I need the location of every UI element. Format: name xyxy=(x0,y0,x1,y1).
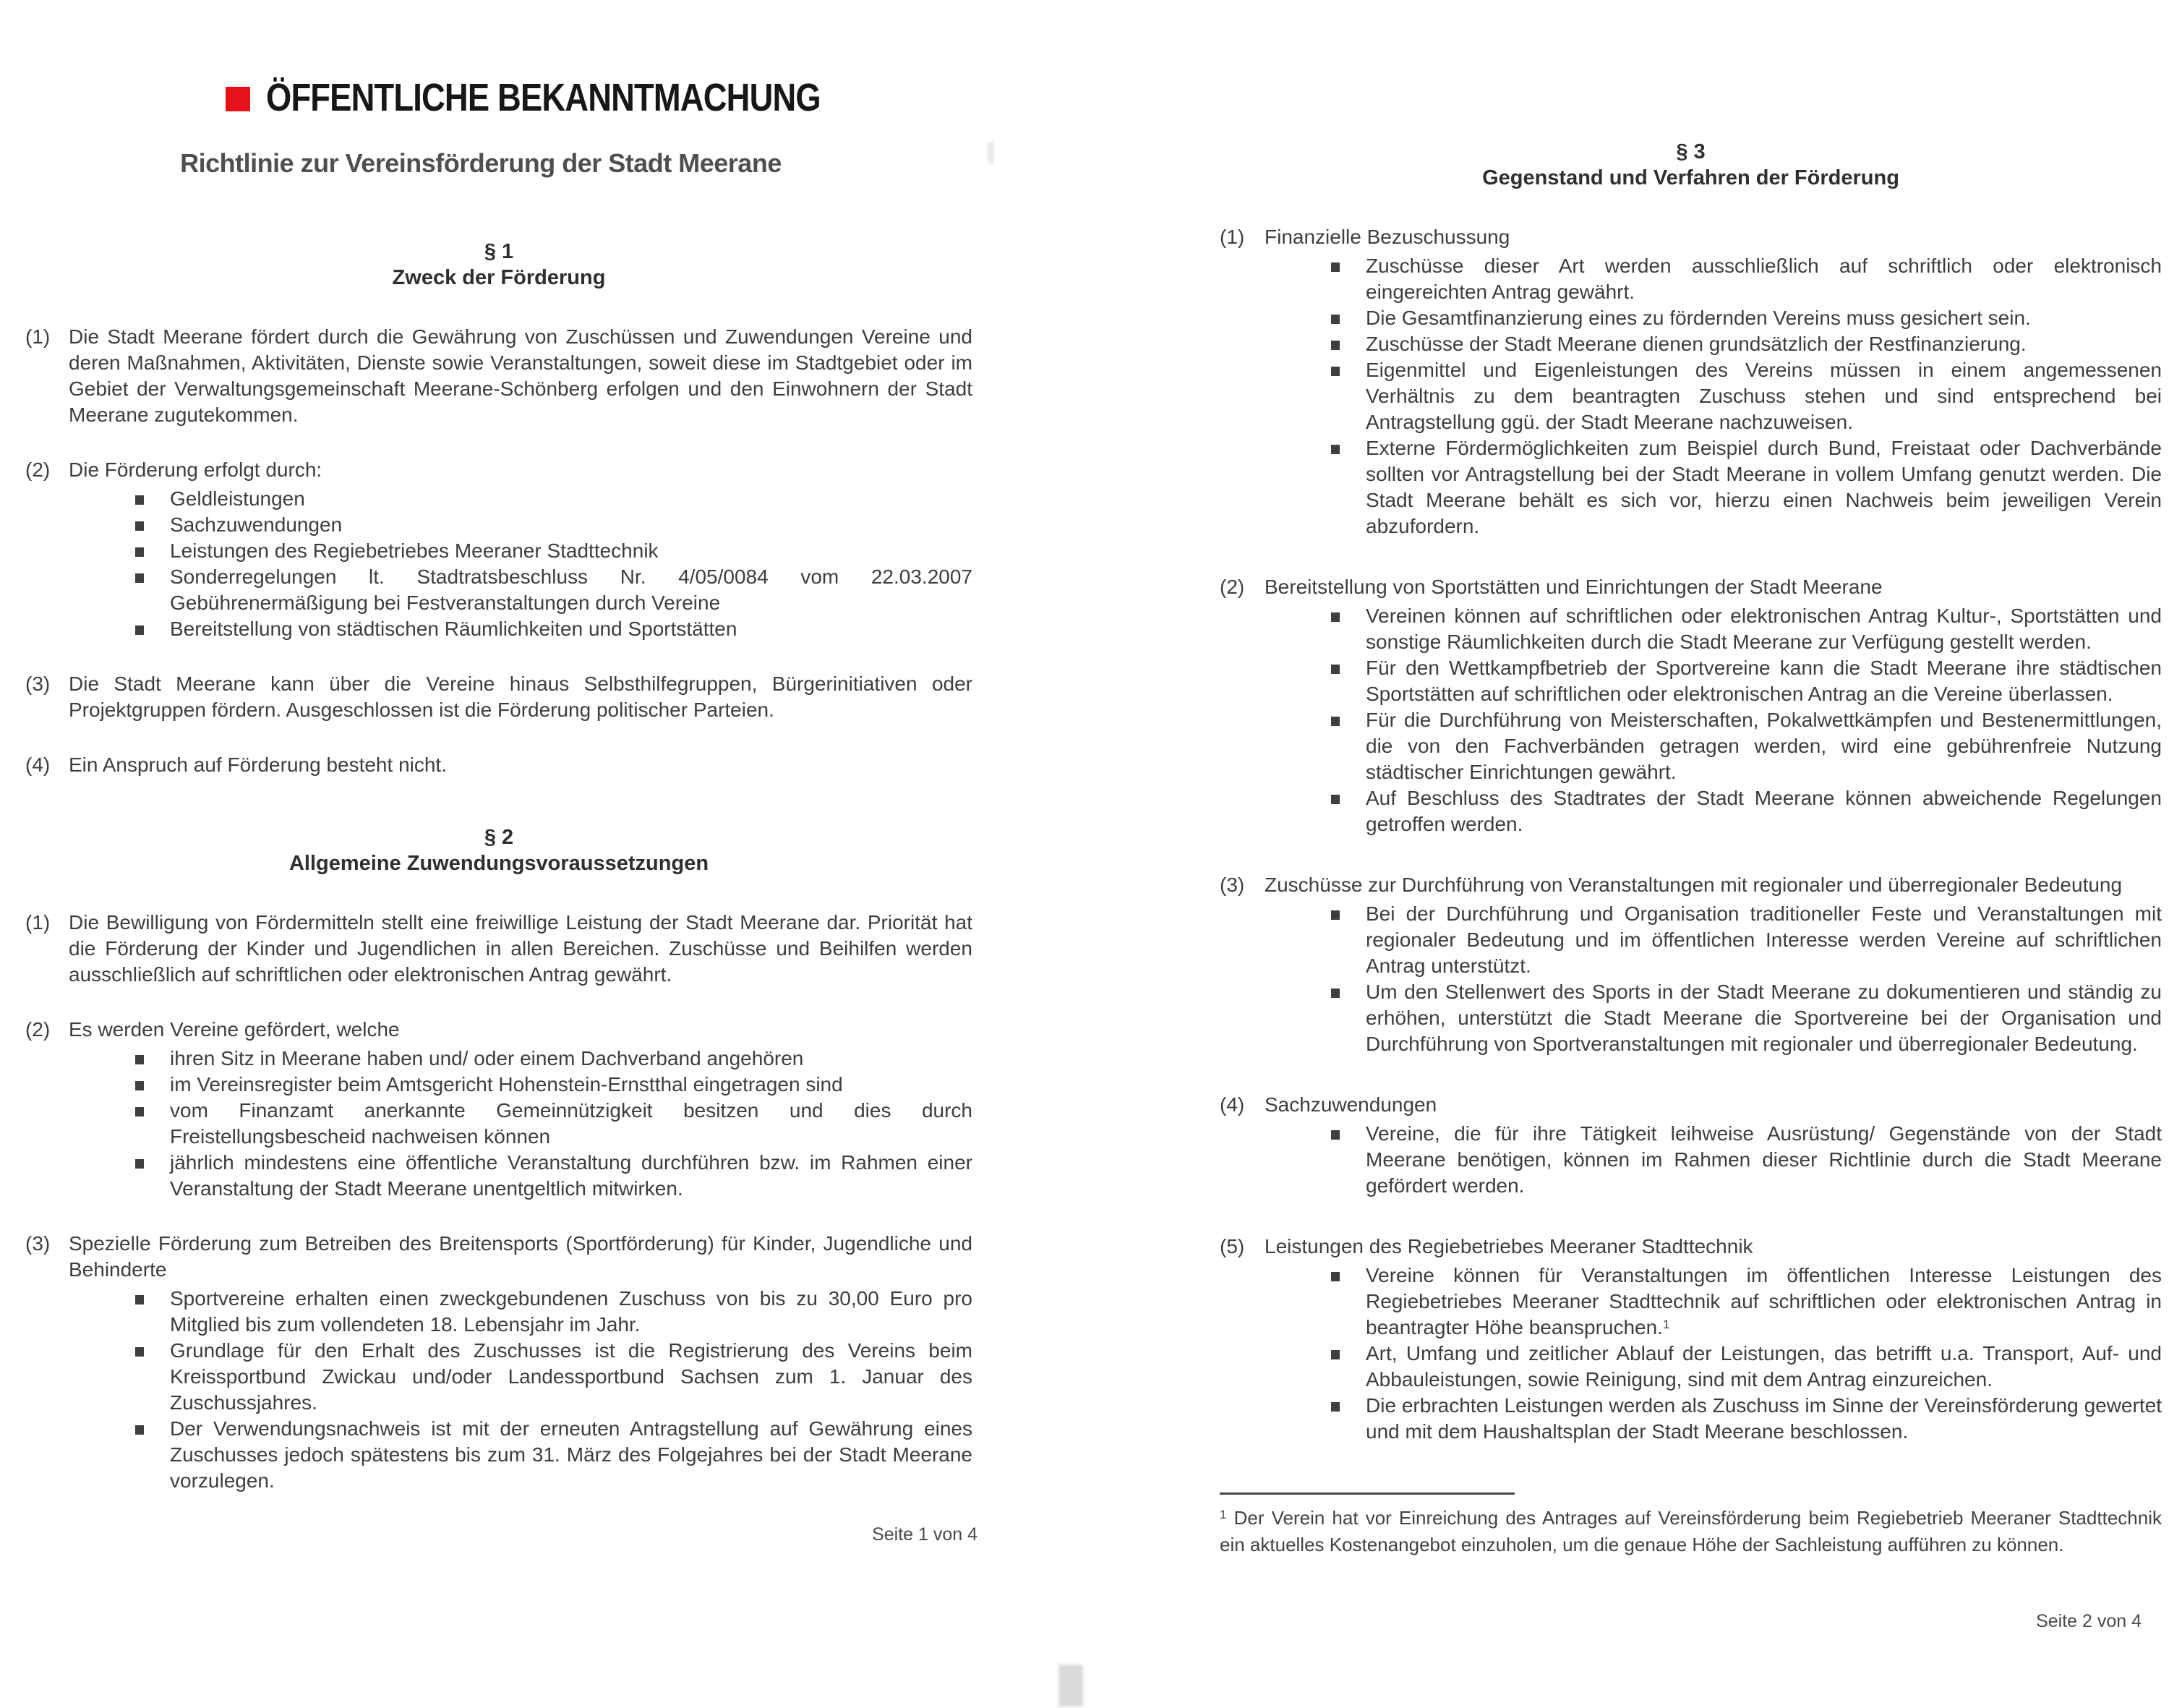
bullet-text: ihren Sitz in Meerane haben und/ oder einem Dachverband angehören xyxy=(170,1047,804,1069)
bullet-text: im Vereinsregister beim Amtsgericht Hohenstein-Ernstthal eingetragen sind xyxy=(170,1073,843,1096)
numbered-item xyxy=(25,1017,972,1202)
bullet-text: Externe Fördermöglichkeiten zum Beispiel durch Bund, Freistaat oder Dachverbände sollten vor Antragstellung bei der Stadt Meerane in vollem Umfang genutzt werden. Die Stadt Meerane behält es sich vor, hierzu einen Nachweis beim jeweiligen Verein abzufordern. xyxy=(1366,437,2162,537)
bullet-item xyxy=(1265,253,2162,305)
bullet-square-icon xyxy=(1331,315,1340,324)
bullet-item xyxy=(69,1338,972,1416)
item-number: (3) xyxy=(25,1232,51,1255)
bullet-item xyxy=(69,1150,972,1202)
section-heading xyxy=(25,239,972,291)
numbered-item xyxy=(25,457,972,642)
bullet-item xyxy=(1265,1121,2162,1199)
numbered-item xyxy=(1220,1234,2162,1445)
bullet-item xyxy=(69,486,972,512)
red-square-marker xyxy=(226,87,250,111)
bullet-square-icon xyxy=(1331,1272,1340,1281)
bullet-square-icon xyxy=(135,1425,144,1435)
item-number: (1) xyxy=(25,911,51,934)
item-number: (3) xyxy=(25,672,51,695)
item-body xyxy=(69,324,972,428)
bullet-square-icon xyxy=(1331,367,1340,376)
bullet-square-icon xyxy=(135,625,144,635)
section-number: § 3 xyxy=(1676,140,1706,163)
bullet-square-icon xyxy=(1331,795,1340,804)
bullet-square-icon xyxy=(135,1159,144,1169)
item-number: (4) xyxy=(25,753,51,776)
bullet-text: Art, Umfang und zeitlicher Ablauf der Leistungen, das betrifft u.a. Transport, Auf- und Abbauleistungen, sowie Reinigung, sind mit dem Antrag einzureichen. xyxy=(1366,1342,2162,1391)
bullet-square-icon xyxy=(135,495,144,505)
bullet-square-icon xyxy=(1331,1402,1340,1412)
bullet-square-icon xyxy=(1331,341,1340,350)
item-text: Zuschüsse zur Durchführung von Veranstaltungen mit regionaler und überregionaler Bedeutung xyxy=(1265,874,2123,896)
bullet-square-icon xyxy=(135,1081,144,1090)
section-title: Zweck der Förderung xyxy=(392,266,606,289)
bullet-item xyxy=(69,1416,972,1494)
item-number: (2) xyxy=(25,458,51,481)
bullet-list xyxy=(69,486,972,642)
item-number: (3) xyxy=(1220,874,1245,896)
bullet-text: vom Finanzamt anerkannte Gemeinnützigkeit besitzen und dies durch Freistellungsbescheid nachweisen können xyxy=(170,1099,972,1148)
item-body xyxy=(69,1017,972,1202)
title-row xyxy=(226,78,972,117)
bullet-item xyxy=(1265,901,2162,979)
section-title: Gegenstand und Verfahren der Förderung xyxy=(1482,166,1899,189)
section-items xyxy=(1220,224,2162,1445)
bullet-text: Vereinen können auf schriftlichen oder elektronischen Antrag Kultur-, Sportstätten und sonstige Räumlichkeiten durch die Stadt Meerane zur Verfügung gestellt werden. xyxy=(1366,605,2162,653)
footnote-separator xyxy=(1220,1493,1515,1495)
bullet-item xyxy=(1265,305,2162,331)
bullet-text: Auf Beschluss des Stadtrates der Stadt Meerane können abweichende Regelungen getroffen werden. xyxy=(1366,787,2162,835)
bullet-list xyxy=(1265,1121,2162,1199)
bullet-list xyxy=(1265,253,2162,539)
bullet-square-icon xyxy=(1331,988,1340,998)
item-body xyxy=(1265,224,2162,539)
bullet-item xyxy=(69,616,972,642)
bullet-item xyxy=(69,1098,972,1150)
page-1-sections xyxy=(25,239,972,1494)
section xyxy=(25,239,972,778)
bullet-list xyxy=(1265,1263,2162,1445)
bullet-item xyxy=(69,512,972,538)
item-body xyxy=(1265,574,2162,837)
scan-dash-artifact xyxy=(988,142,994,163)
bullet-item xyxy=(1265,331,2162,357)
bullet-list xyxy=(1265,901,2162,1057)
footnote-body: Der Verein hat vor Einreichung des Antrages auf Vereinsförderung beim Regiebetrieb Meeraner Stadttechnik ein aktuelles Kostenangebot einzuholen, um die genaue Höhe der Sachleistung aufführen zu können. xyxy=(1220,1507,2162,1555)
document-title: ÖFFENTLICHE BEKANNTMACHUNG xyxy=(266,76,821,119)
footnote-ref: 1 xyxy=(1662,1318,1670,1331)
document-subtitle: Richtlinie zur Vereinsförderung der Stadt Meerane xyxy=(180,148,782,178)
bullet-square-icon xyxy=(135,547,144,557)
item-number: (4) xyxy=(1220,1093,1245,1116)
bullet-square-icon xyxy=(1331,910,1340,920)
footnote xyxy=(1220,1493,2162,1558)
page-number: Seite 1 von 4 xyxy=(872,1524,977,1545)
bullet-text: Eigenmittel und Eigenleistungen des Vereins müssen in einem angemessenen Verhältnis zu dem beantragten Zuschuss stehen und sind entsprechend bei Antragstellung ggü. der Stadt Meerane nachzuweisen. xyxy=(1366,359,2162,433)
bullet-text: Für den Wettkampfbetrieb der Sportvereine kann die Stadt Meerane ihre städtischen Sportstätten auf schriftlichen oder elektronischen Antrag an die Vereine überlassen. xyxy=(1366,657,2162,705)
section-number: § 1 xyxy=(484,240,514,263)
item-body xyxy=(1265,1092,2162,1199)
bullet-text: Für die Durchführung von Meisterschaften, Pokalwettkämpfen und Bestenermittlungen, die von den Fachverbänden getragen werden, wird eine gebührenfreie Nutzung städtischer Einrichtungen gewährt. xyxy=(1366,709,2162,783)
bullet-item xyxy=(1265,357,2162,435)
item-body xyxy=(69,752,972,778)
footnote-text xyxy=(1220,1505,2162,1558)
bullet-square-icon xyxy=(1331,1350,1340,1359)
bullet-item xyxy=(1265,1393,2162,1445)
item-body xyxy=(69,457,972,642)
item-number: (1) xyxy=(1220,226,1245,248)
numbered-item xyxy=(1220,872,2162,1057)
bullet-text: Geldleistungen xyxy=(170,487,305,510)
bullet-text: Zuschüsse dieser Art werden ausschließlich auf schriftlich oder elektronisch eingereichten Antrag gewährt. xyxy=(1366,255,2162,303)
numbered-item xyxy=(25,324,972,428)
bullet-item xyxy=(1265,1263,2162,1341)
item-number: (1) xyxy=(25,325,51,348)
bullet-item xyxy=(69,1046,972,1072)
announcement-header xyxy=(25,78,972,178)
bullet-text: Zuschüsse der Stadt Meerane dienen grundsätzlich der Restfinanzierung. xyxy=(1366,333,2027,355)
item-text: Ein Anspruch auf Förderung besteht nicht. xyxy=(69,753,447,776)
bullet-square-icon xyxy=(135,1295,144,1305)
section xyxy=(25,824,972,1494)
section xyxy=(1220,139,2162,1445)
bullet-square-icon xyxy=(135,1347,144,1357)
bullet-item xyxy=(1265,785,2162,837)
bullet-text: Grundlage für den Erhalt des Zuschusses ist die Registrierung des Vereins beim Kreissportbund Zwickau und/oder Landessportbund Sachsen zum 1. Januar des Zuschussjahres. xyxy=(170,1339,972,1414)
bullet-list xyxy=(1265,603,2162,837)
bullet-item xyxy=(1265,435,2162,539)
bullet-item xyxy=(1265,707,2162,785)
page-number: Seite 2 von 4 xyxy=(2036,1611,2142,1631)
bullet-text: Sportvereine erhalten einen zweckgebundenen Zuschuss von bis zu 30,00 Euro pro Mitglied bis zum vollendeten 18. Lebensjahr im Jahr. xyxy=(170,1287,972,1336)
item-text: Die Bewilligung von Fördermitteln stellt eine freiwillige Leistung der Stadt Meerane dar. Priorität hat die Förderung der Kinder und Jugendlichen in allen Bereichen. Zuschüsse und Beihilfen werden ausschließlich auf schriftlichen oder elektronischen Antrag gewährt. xyxy=(69,911,972,986)
numbered-item xyxy=(1220,574,2162,837)
item-text: Bereitstellung von Sportstätten und Einrichtungen der Stadt Meerane xyxy=(1265,576,1883,598)
item-number: (2) xyxy=(1220,576,1245,598)
item-body xyxy=(1265,1234,2162,1445)
bullet-text: Sonderregelungen lt. Stadtratsbeschluss Nr. 4/05/0084 vom 22.03.2007 Gebührenermäßigung bei Festveranstaltungen durch Vereine xyxy=(170,565,972,614)
bullet-item xyxy=(1265,603,2162,655)
section-heading xyxy=(1220,139,2162,191)
bullet-square-icon xyxy=(1331,717,1340,726)
footnote-ref: 1 xyxy=(1220,1508,1227,1521)
item-body xyxy=(69,910,972,988)
bullet-text: Der Verwendungsnachweis ist mit der erneuten Antragstellung auf Gewährung eines Zuschusses jedoch spätestens bis zum 31. März des Folgejahres bei der Stadt Meerane vorzulegen. xyxy=(170,1417,972,1492)
item-text: Es werden Vereine gefördert, welche xyxy=(69,1018,400,1041)
item-text: Finanzielle Bezuschussung xyxy=(1265,226,1510,248)
bullet-square-icon xyxy=(135,521,144,531)
bullet-square-icon xyxy=(1331,262,1340,272)
item-body xyxy=(1265,872,2162,1057)
bullet-item xyxy=(69,538,972,564)
item-text: Spezielle Förderung zum Betreiben des Breitensports (Sportförderung) für Kinder, Jugendliche und Behinderte xyxy=(69,1232,972,1281)
bullet-text: Die erbrachten Leistungen werden als Zuschuss im Sinne der Vereinsförderung gewertet und mit dem Haushaltsplan der Stadt Meerane beschlossen. xyxy=(1366,1394,2162,1443)
bullet-item xyxy=(1265,979,2162,1057)
bullet-item xyxy=(69,1286,972,1338)
bullet-item xyxy=(69,1072,972,1098)
bullet-list xyxy=(69,1286,972,1494)
numbered-item xyxy=(25,752,972,778)
bullet-text: Um den Stellenwert des Sports in der Stadt Meerane zu dokumentieren und ständig zu erhöhen, unterstützt die Stadt Meerane die Sportvereine bei der Organisation und Durchführung von Sportveranstaltungen mit regionaler und überregionaler Bedeutung. xyxy=(1366,981,2162,1055)
bullet-item xyxy=(69,564,972,616)
section-title: Allgemeine Zuwendungsvoraussetzungen xyxy=(288,852,709,875)
bullet-item xyxy=(1265,1341,2162,1393)
bullet-text: jährlich mindestens eine öffentliche Veranstaltung durchführen bzw. im Rahmen einer Veranstaltung der Stadt Meerane unentgeltlich mitwirken. xyxy=(170,1151,972,1200)
item-text: Die Stadt Meerane kann über die Vereine hinaus Selbsthilfegruppen, Bürgerinitiativen oder Projektgruppen fördern. Ausgeschlossen ist die Förderung politischer Parteien. xyxy=(69,672,972,721)
numbered-item xyxy=(1220,224,2162,539)
page-2-sections xyxy=(1220,139,2162,1445)
bullet-square-icon xyxy=(135,573,144,583)
section-heading xyxy=(25,824,972,876)
bullet-text: Die Gesamtfinanzierung eines zu fördernden Vereins muss gesichert sein. xyxy=(1366,307,2031,329)
bullet-square-icon xyxy=(1331,445,1340,454)
bullet-text: Sachzuwendungen xyxy=(170,513,343,536)
bullet-square-icon xyxy=(135,1107,144,1116)
item-text: Die Förderung erfolgt durch: xyxy=(69,458,322,481)
section-items xyxy=(25,910,972,1494)
scan-smudge-artifact xyxy=(1058,1665,1083,1707)
item-body xyxy=(69,1231,972,1494)
item-text: Sachzuwendungen xyxy=(1265,1093,1437,1116)
bullet-square-icon xyxy=(1331,665,1340,674)
numbered-item xyxy=(25,1231,972,1494)
item-text: Die Stadt Meerane fördert durch die Gewährung von Zuschüssen und Zuwendungen Vereine und deren Maßnahmen, Aktivitäten, Dienste sowie Veranstaltungen, soweit diese im Stadtgebiet oder im Gebiet der Verwaltungsgemeinschaft Meerane-Schönberg erfolgen und den Einwohnern der Stadt Meerane zugutekommen. xyxy=(69,325,972,426)
section-items xyxy=(25,324,972,778)
bullet-text: Bei der Durchführung und Organisation traditioneller Feste und Veranstaltungen mit regionaler Bedeutung und im öffentlichen Interesse werden Vereine auf schriftlichen Antrag unterstützt. xyxy=(1366,902,2162,977)
numbered-item xyxy=(25,671,972,723)
bullet-list xyxy=(69,1046,972,1202)
bullet-text: Bereitstellung von städtischen Räumlichkeiten und Sportstätten xyxy=(170,618,737,640)
document-page-2 xyxy=(1084,0,2169,1708)
item-body xyxy=(69,671,972,723)
document-page-1 xyxy=(0,0,1084,1708)
bullet-text: Leistungen des Regiebetriebes Meeraner Stadttechnik xyxy=(170,539,659,562)
bullet-square-icon xyxy=(1331,612,1340,622)
bullet-square-icon xyxy=(135,1055,144,1064)
item-number: (2) xyxy=(25,1018,51,1041)
section-number: § 2 xyxy=(484,826,514,849)
item-number: (5) xyxy=(1220,1235,1245,1257)
bullet-square-icon xyxy=(1331,1130,1340,1140)
item-text: Leistungen des Regiebetriebes Meeraner Stadttechnik xyxy=(1265,1235,1753,1257)
numbered-item xyxy=(25,910,972,988)
bullet-text: Vereine können für Veranstaltungen im öffentlichen Interesse Leistungen des Regiebetriebes Meeraner Stadttechnik auf schriftlichen oder elektronischen Antrag in beantragter Höhe beanspruchen.$^1$ xyxy=(1366,1264,2162,1338)
bullet-item xyxy=(1265,655,2162,707)
bullet-text: Vereine, die für ihre Tätigkeit leihweise Ausrüstung/ Gegenstände von der Stadt Meerane benötigen, können im Rahmen dieser Richtlinie durch die Stadt Meerane gefördert werden. xyxy=(1366,1122,2162,1197)
numbered-item xyxy=(1220,1092,2162,1199)
